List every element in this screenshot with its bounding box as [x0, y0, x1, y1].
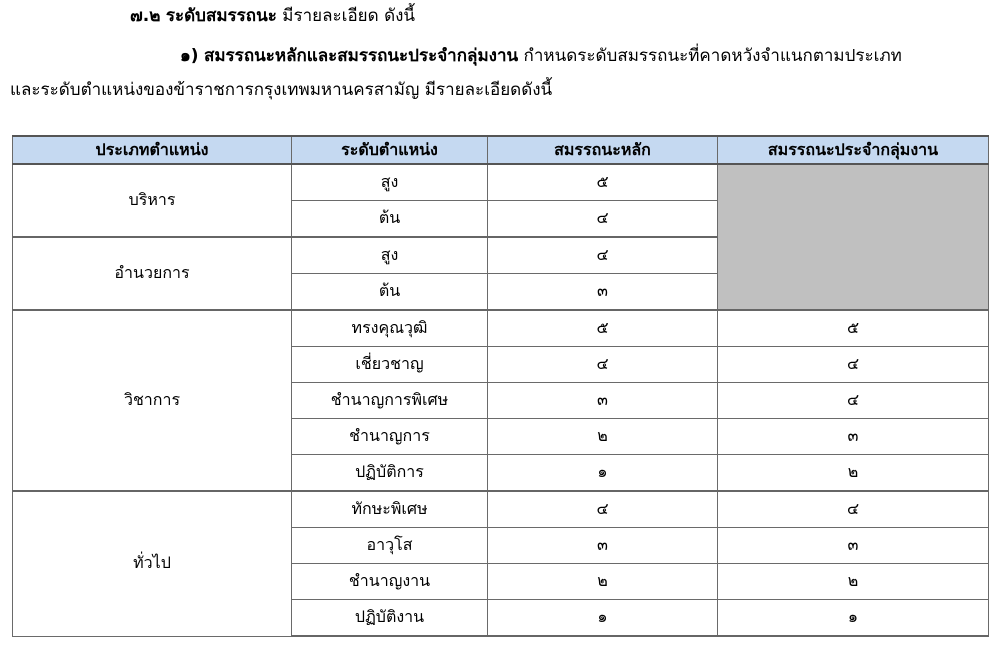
section-suffix: มีรายละเอียด ดังนี้ — [282, 6, 416, 26]
table-header-row — [13, 136, 989, 164]
core-competency-cell: ๓ — [488, 528, 718, 564]
position-level-cell: ทรงคุณวุฒิ — [292, 310, 488, 347]
position-level-cell: ปฏิบัติการ — [292, 455, 488, 492]
group-competency-cell: ๔ — [718, 383, 989, 419]
table-row — [13, 164, 989, 201]
section-heading — [130, 4, 415, 28]
core-competency-cell: ๔ — [488, 201, 718, 238]
core-competency-cell: ๓ — [488, 383, 718, 419]
position-level-cell: ชำนาญงาน — [292, 564, 488, 600]
header-core-competency: สมรรถนะหลัก — [488, 136, 718, 164]
position-level-cell: ชำนาญการ — [292, 419, 488, 455]
core-competency-cell: ๒ — [488, 419, 718, 455]
group-competency-cell: ๔ — [718, 491, 989, 528]
core-competency-cell: ๒ — [488, 564, 718, 600]
header-position-level: ระดับตำแหน่ง — [292, 136, 488, 164]
group-competency-cell: ๑ — [718, 600, 989, 637]
core-competency-cell: ๔ — [488, 491, 718, 528]
position-type-cell: บริหาร — [13, 164, 292, 237]
group-competency-cell: ๓ — [718, 419, 989, 455]
core-competency-cell: ๑ — [488, 600, 718, 637]
position-type-cell: วิชาการ — [13, 310, 292, 491]
competency-table — [12, 135, 989, 637]
header-group-competency: สมรรถนะประจำกลุ่มงาน — [718, 136, 989, 164]
position-level-cell: ต้น — [292, 274, 488, 311]
position-level-cell: เชี่ยวชาญ — [292, 347, 488, 383]
item-title: สมรรถนะหลักและสมรรถนะประจำกลุ่มงาน — [203, 46, 519, 66]
core-competency-cell: ๔ — [488, 237, 718, 274]
paragraph-line-1-rest: กำหนดระดับสมรรถนะที่คาดหวังจำแนกตามประเภท — [523, 46, 902, 66]
position-level-cell: อาวุโส — [292, 528, 488, 564]
position-level-cell: ชำนาญการพิเศษ — [292, 383, 488, 419]
table-row — [13, 310, 989, 347]
table-row — [13, 491, 989, 528]
section-title: ระดับสมรรถนะ — [165, 6, 277, 26]
core-competency-cell: ๕ — [488, 310, 718, 347]
core-competency-cell: ๕ — [488, 164, 718, 201]
not-applicable-shaded-cell — [718, 164, 989, 310]
group-competency-cell: ๕ — [718, 310, 989, 347]
position-type-cell: ทั่วไป — [13, 491, 292, 636]
core-competency-cell: ๓ — [488, 274, 718, 311]
group-competency-cell: ๒ — [718, 564, 989, 600]
group-competency-cell: ๓ — [718, 528, 989, 564]
group-competency-cell: ๒ — [718, 455, 989, 492]
header-position-type: ประเภทตำแหน่ง — [13, 136, 292, 164]
paragraph-line-1 — [180, 44, 902, 68]
core-competency-cell: ๑ — [488, 455, 718, 492]
table-body — [13, 164, 989, 636]
section-number: ๗.๒ — [130, 6, 161, 26]
position-level-cell: สูง — [292, 237, 488, 274]
position-level-cell: ทักษะพิเศษ — [292, 491, 488, 528]
position-level-cell: สูง — [292, 164, 488, 201]
item-number: ๑) — [180, 46, 199, 66]
position-type-cell: อำนวยการ — [13, 237, 292, 310]
paragraph-line-2: และระดับตำแหน่งของข้าราชการกรุงเทพมหานครสามัญ มีรายละเอียดดังนี้ — [10, 80, 553, 100]
core-competency-cell: ๔ — [488, 347, 718, 383]
position-level-cell: ต้น — [292, 201, 488, 238]
position-level-cell: ปฏิบัติงาน — [292, 600, 488, 637]
group-competency-cell: ๔ — [718, 347, 989, 383]
